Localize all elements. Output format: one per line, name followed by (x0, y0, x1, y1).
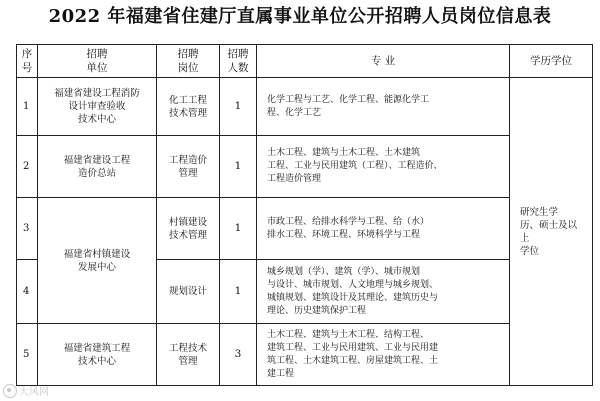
row-seq: 1 (17, 78, 38, 136)
row-position: 村镇建设 技术管理 (157, 198, 220, 260)
row-position: 工程技术 管理 (157, 324, 220, 386)
row-major: 土木工程、建筑与土木工程、土木建筑 工程、工业与民用建筑（工程）、工程造价、 工程造价管理 (257, 136, 510, 198)
row-position: 化工工程 技术管理 (157, 78, 220, 136)
row-unit: 福建省建筑工程 技术中心 (38, 324, 157, 386)
row-major: 市政工程、给排水科学与工程、给（水） 排水工程、环境工程、环境科学与工程 (257, 198, 510, 260)
row-count: 1 (220, 78, 257, 136)
table-row (17, 136, 593, 198)
row-education: 研究生学 历、硕士及以上 学位 (510, 78, 593, 386)
row-count: 1 (220, 198, 257, 260)
header-unit: 招聘 单位 (38, 45, 157, 78)
row-count: 3 (220, 324, 257, 386)
page-title: 2022 年福建省住建厅直属事业单位公开招聘人员岗位信息表 (48, 6, 552, 27)
row-unit: 福建省建设工程 造价总站 (38, 136, 157, 198)
row-seq: 3 (17, 198, 38, 260)
row-position: 工程造价 管理 (157, 136, 220, 198)
header-major: 专 业 (257, 45, 510, 78)
row-seq: 4 (17, 260, 38, 324)
row-count: 1 (220, 260, 257, 324)
watermark-text: 大风网 (19, 387, 49, 398)
row-seq: 2 (17, 136, 38, 198)
row-unit: 福建省建设工程消防 设计审查验收 技术中心 (38, 78, 157, 136)
row-position: 规划设计 (157, 260, 220, 324)
watermark (3, 383, 49, 398)
row-count: 1 (220, 136, 257, 198)
row-major: 土木工程、建筑与土木工程、结构工程、 建筑工程、工业与民用建筑、工业与民用建 筑工程、土木建筑工程、房屋建筑工程、土 建工程 (257, 324, 510, 386)
table-header-row (17, 45, 593, 78)
row-major: 城乡规划（学）、建筑（学）、城市规划 与设计、城市规划、人文地理与城乡规划、 城镇规划、建筑设计及其理论、建筑历史与 理论、历史建筑保护工程 (257, 260, 510, 324)
header-count: 招聘 人数 (220, 45, 257, 78)
table-row (17, 324, 593, 386)
row-seq: 5 (17, 324, 38, 386)
row-major: 化学工程与工艺、化学工程、能源化学工 程、化学工艺 (257, 78, 510, 136)
job-info-table (16, 44, 593, 386)
camera-watermark-icon (3, 384, 17, 398)
header-position: 招聘 岗位 (157, 45, 220, 78)
header-seq: 序 号 (17, 45, 38, 78)
table-row (17, 198, 593, 260)
header-education: 学历学位 (510, 45, 593, 78)
table-row (17, 78, 593, 136)
row-unit: 福建省村镇建设 发展中心 (38, 198, 157, 324)
